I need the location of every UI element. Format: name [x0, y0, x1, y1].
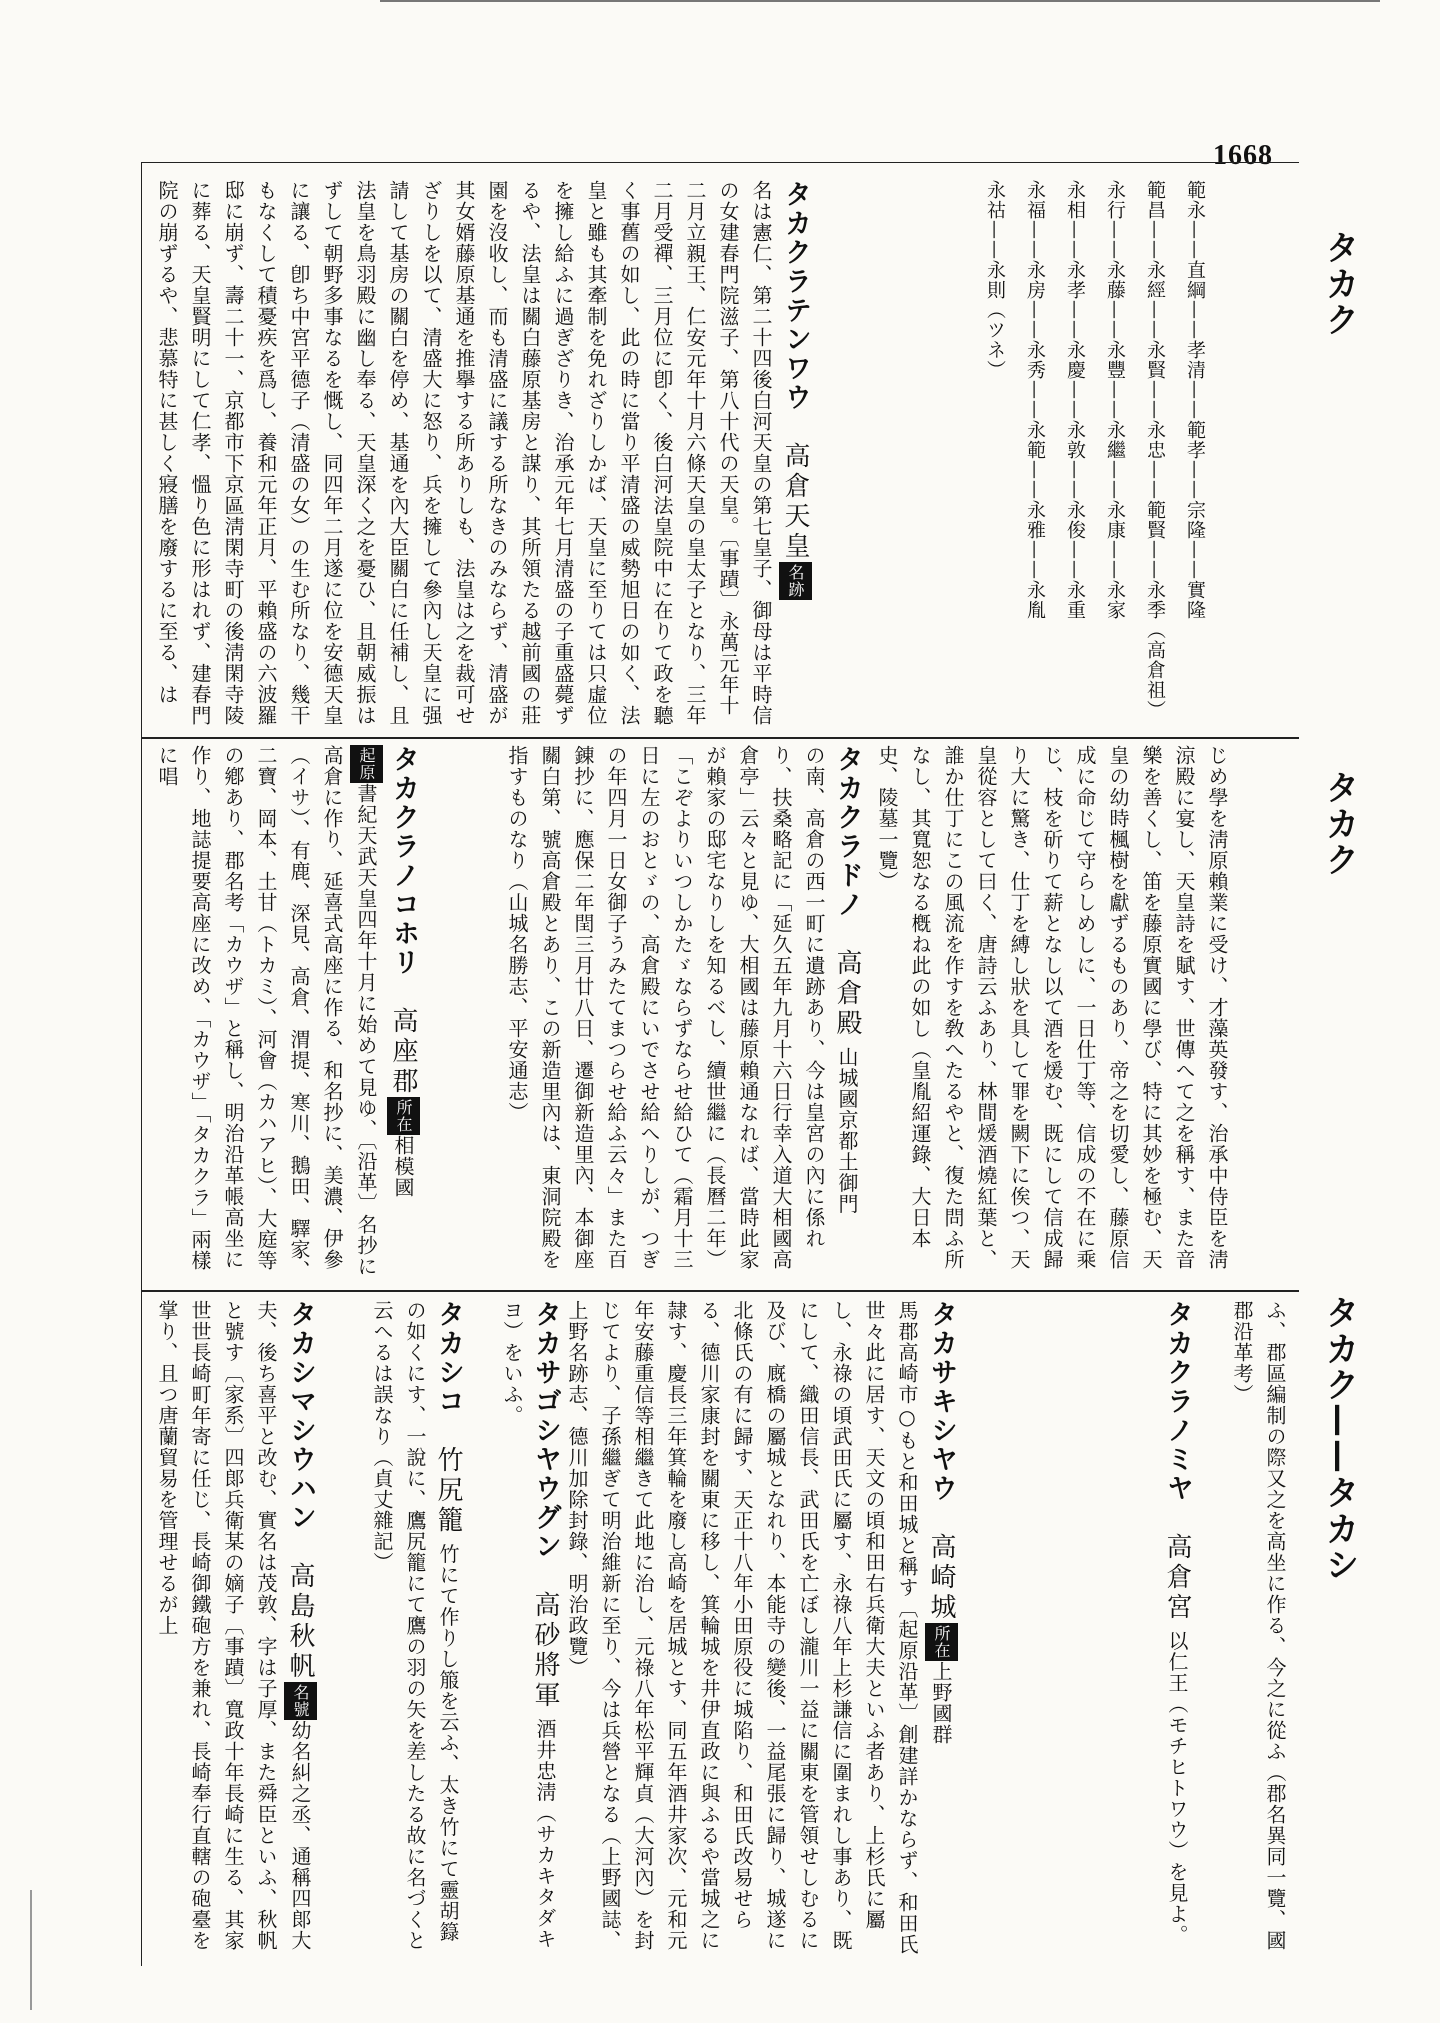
- genealogy-line: 永行——永藤——永豐——永繼——永康——永家: [1104, 180, 1126, 620]
- entry-location: 相模國: [391, 1135, 415, 1198]
- entry-text: [560, 1300, 960, 1955]
- entry-heading: タカクラノコホリ: [388, 745, 419, 977]
- category-badge: 所在: [925, 1623, 958, 1661]
- entry-kanji: 高崎城: [926, 1533, 956, 1623]
- category-badge: 起原: [350, 745, 383, 783]
- category-badge: 所在: [387, 1097, 420, 1135]
- entry-takakura-tennou-continued: [870, 745, 1290, 1283]
- entry-kanji: 高砂將軍: [530, 1591, 560, 1711]
- running-header-bottom: タカク——タカシ: [1319, 1295, 1359, 1583]
- entry-text: [500, 745, 864, 1283]
- entry-text: [150, 1300, 319, 1955]
- running-header-middle: タカク: [1319, 770, 1359, 878]
- genealogy-line: 範昌——永經——永賢——永忠——範賢——永季（高倉祖）: [1144, 180, 1166, 720]
- entry-takashiko: [365, 1300, 493, 1955]
- entry-takakura-tennou: [150, 180, 965, 730]
- entry-heading: タカサゴシヤウグン: [530, 1300, 561, 1561]
- entry-body: 名は憲仁、第二十四後白河天皇の第七皇子、御母は平時信の女建春門院滋子、第八十代の天皇。〔事蹟〕永萬元年十二月立親王、仁安元年十月六條天皇の皇太子となり、三年二月受禪、三月位に卽く、後白河法皇院中に在りて政を聽く事舊の如し、此の時に當り平清盛の威勢旭日の如く、法皇と雖も其牽制を免れざりしかば、天皇に至りては只虛位を擁し給ふに過ぎざりき、治承元年七月清盛の子重盛薨ずるや、法皇は關白藤原基房と謀り、其所領たる越前國の莊園を沒收し、而も清盛に議する所なきのみならず、清盛が其女婿藤原基通を推擧する所ありしも、法皇は之を裁可せざりしを以て、清盛大に怒り、兵を擁して參內し天皇に强請して基房の關白を停め、基通を內大臣關白に任補し、且法皇を鳥羽殿に幽し奉る、天皇深く之を憂ひ、且朝威振はずして朝野多事なるを慨し、同四年二月遂に位を安德天皇に讓る、卽ち中宮平德子（清盛の女）の生む所なり、幾干もなくして積憂疾を爲し、養和元年正月、平賴盛の六波羅邸に崩ず、壽二十一、京都市下京區淸閑寺町の後淸閑寺陵に葬る、天皇賢明にして仁孝、慍り色に形はれず、建春門院の崩ずるや、悲慕特に甚しく寢膳を廢するに至る、は: [155, 180, 773, 726]
- scan-mark: [30, 1890, 32, 2010]
- genealogy-line: 永祜——永則（ツネ）: [984, 180, 1006, 380]
- genealogy-line: 永相——永孝——永慶——永敦——永俊——永重: [1064, 180, 1086, 620]
- entry-text: [365, 1300, 465, 1955]
- page-number: 1668: [1213, 140, 1273, 171]
- genealogy-line: 範永——直綱——孝清——範孝——宗隆——實隆: [1184, 180, 1206, 620]
- entry-takakuradono: [500, 745, 865, 1283]
- entry-heading: タカシコ: [433, 1300, 464, 1416]
- entry-heading: タカサキシヤウ: [926, 1300, 957, 1503]
- entry-kanji: 高倉殿: [832, 949, 862, 1039]
- genealogy-chart: [975, 180, 1290, 730]
- scan-mark: [380, 0, 1380, 2]
- entry-text: [150, 180, 814, 730]
- entry-kanji: 高倉天皇: [780, 442, 810, 562]
- entry-takakuranomiya: [1160, 1300, 1222, 1955]
- entry-text: [150, 745, 422, 1283]
- entry-body: 馬郡高崎市○もと和田城と稱す〔起原沿革〕創建詳かならず、和田氏世々此に居す、天文の頃和田右兵衛大夫といふ者あり、上杉氏に屬し、永祿の頃武田氏に屬す、永祿八年上杉謙信に圍まれし事あり、既にして、織田信長、武田氏を亡ぼし瀧川一益に關東を管領せしむるに及び、廐橋の屬城となれり、本能寺の變後、一益尾張に歸り、城遂に北條氏の有に歸す、天正十八年小田原役に城陷り、和田氏改易せらる、德川家康封を關東に移し、箕輪城を井伊直政に與ふるや當城之に隷す、慶長三年箕輪を廢し高崎を居城とす、同五年酒井家次、元和元年安藤重信等相繼きて此地に治し、元祿八年松平輝貞（大河內）を封じてより、子孫繼ぎて明治維新に至り、今は兵營となる（上野國誌、上野名跡志、德川加除封錄、明治政覽）: [565, 1300, 919, 1955]
- tier-divider-1: [141, 737, 1299, 739]
- entry-takakuranokohori: [150, 745, 495, 1283]
- entry-kanji: 高座郡: [388, 1007, 418, 1097]
- entry-kanji: 竹尻籠: [433, 1446, 463, 1536]
- entry-heading: タカシマシウハン: [285, 1300, 316, 1532]
- entry-body: 淸（サカキタダキヨ）をいふ。: [500, 1300, 557, 1950]
- entry-continuation: ふ、郡區編制の際又之を高坐に作る、今之に從ふ（郡名異同一覽、國郡沿革考）: [1230, 1300, 1287, 1951]
- category-badge: 名號: [284, 1682, 317, 1720]
- genealogy-line: 永福——永房——永秀——永範——永雅——永胤: [1024, 180, 1046, 620]
- entry-body: 以仁王（モチヒトワウ）を見よ。: [1165, 1630, 1189, 1946]
- entry-takakuranokohori-continued: [1225, 1300, 1290, 1955]
- entry-text: [1160, 1300, 1194, 1955]
- entry-heading: タカクラノミヤ: [1162, 1300, 1193, 1503]
- entry-body: の南、高倉の西一町に遺跡あり、今は皇宮の內に係れり、扶桑略記に「延久五年九月十六日行幸入道大相國高倉亭」云々と見ゆ、大相國は藤原賴通なれば、當時此家が賴家の邸宅なりしを知るべし、續世繼に（長曆二年）「こぞよりいつしかたゞならずならせ給ひて（霜月十三日に左のおとゞの、高倉殿にいでさせ給へりしが、つぎの年四月一日女御子うみたてまつらせ給ふ云々」また百錬抄に、應保二年閏三月廿八日、遷御新造里內、本御座關白第、號高倉殿とあり、この新造里內は、東洞院殿を指すものなり（山城名勝志、平安通志）: [505, 745, 826, 1270]
- entry-location: 酒井忠: [533, 1718, 557, 1782]
- entry-body: 書紀天武天皇四年十月に始めて見ゆ、〔沿革〕名抄に高倉に作り、延喜式高座に作る、和名抄に、美濃、伊參（イサ）、有鹿、深見、高倉、渭提、寒川、鵝田、驛家、二寶、岡本、土甘（トカミ）、河會（カハアヒ）、大庭等の鄕あり、郡名考「カウザ」と稱し、明治沿革帳高坐に作り、地誌提要高座に改め、「カウザ」「タカクラ」兩樣に唱: [155, 745, 378, 1281]
- genealogy-lines: [975, 180, 1215, 730]
- entry-takasagoshiyaugun: [495, 1300, 561, 1955]
- entry-continuation: じめ學を淸原賴業に受け、才藻英發す、治承中侍臣を淸涼殿に宴し、天皇詩を賦す、世傳へて之を稱す、また音樂を善くし、笛を藤原實國に學び、特に其妙を極む、天皇の幼時楓樹を獻ずるものあり、帝之を切愛し、藤原信成に命じて守らしめしに、一日仕丁等、信成の不在に乘じ、枝を斫りて薪となし以て酒を煖む、既にして信成歸り大に驚き、仕丁を縛し狀を具して罪を闕下に俟つ、天皇從容として曰く、唐詩云ふあり、林間煖酒燒紅葉と、誰か仕丁にこの風流を作すを敎へたるやと、復た問ふ所なし、其寬恕なる槪ね此の如し（皇胤紹運錄、大日本史、陵墓一覽）: [875, 745, 1229, 1270]
- entry-location: 山城國京都土御門: [835, 1046, 859, 1215]
- entry-body: 竹にて作りし箙を云ふ、太き竹にて靈胡籙の如くにす、一說に、鷹尻籠にて鷹の羽の矢を差したる故に名づくと云へるは誤なり（貞丈雜記）: [370, 1300, 460, 1951]
- entry-heading: タカクラテンワウ: [780, 180, 811, 412]
- running-header-right: タカク: [1319, 230, 1359, 338]
- entry-takasakishiyau: [560, 1300, 1155, 1955]
- entry-takashimashiuhan: [150, 1300, 362, 1955]
- entry-heading: タカクラドノ: [832, 745, 863, 919]
- entry-location: 上野國群: [929, 1661, 953, 1745]
- entry-body: 幼名糾之丞、通稱四郞大夫、後ち喜平と改む、實名は茂敦、字は子厚、また舜臣といふ、秋帆と號す〔家系〕四郞兵衛某の嫡子〔事蹟〕寬政十年長崎に生る、其家世世長崎町年寄に任じ、長崎御鐵砲方を兼れ、長崎奉行直轄の砲臺を掌り、且つ唐蘭貿易を管理せるが上: [155, 1300, 312, 1951]
- tier-divider-2: [141, 1290, 1299, 1292]
- entry-kanji: 高倉宮: [1162, 1533, 1192, 1623]
- entry-kanji: 高島秋帆: [285, 1562, 315, 1682]
- category-badge: 名跡: [779, 562, 812, 600]
- entry-text: [495, 1300, 562, 1955]
